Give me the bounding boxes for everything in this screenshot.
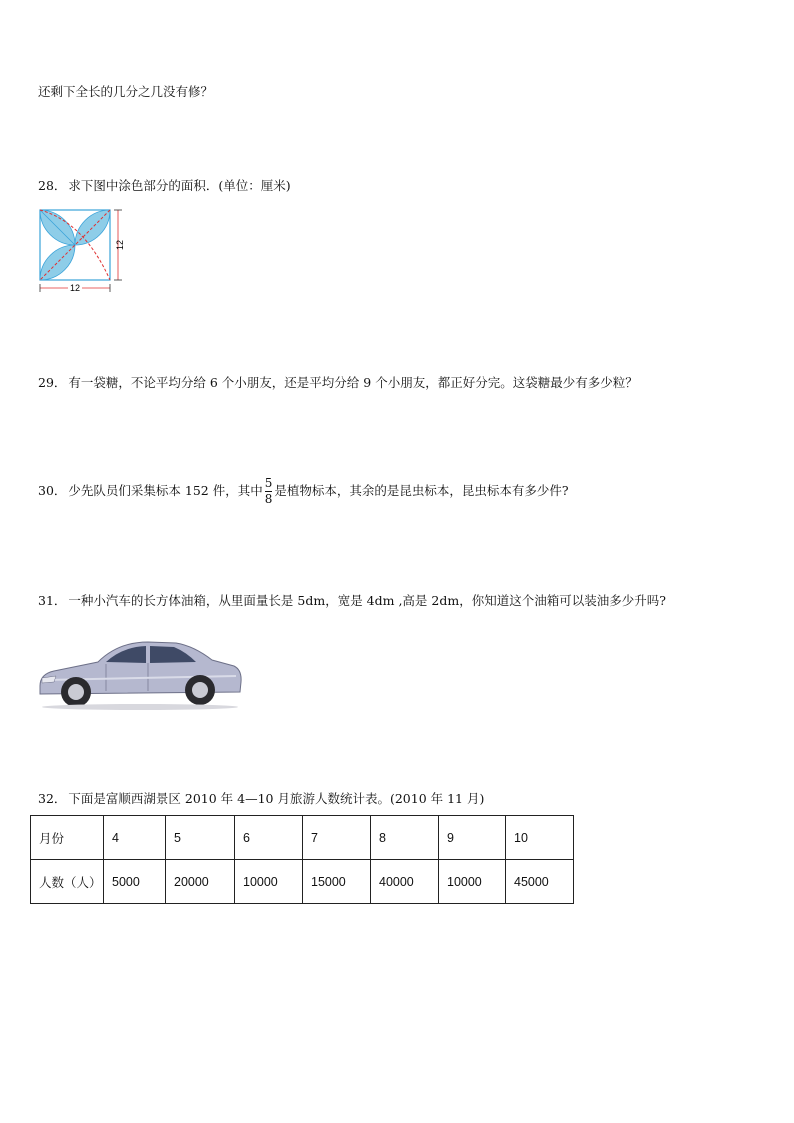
question-28-text: 求下图中涂色部分的面积．(单位：厘米)	[68, 178, 291, 193]
question-29	[38, 374, 638, 392]
table-cell: 5000	[104, 860, 166, 904]
table-row-visitors	[31, 860, 574, 904]
table-cell: 40000	[371, 860, 439, 904]
table-cell: 9	[439, 816, 506, 860]
question-32-text: 下面是富顺西湖景区 2010 年 4—10 月旅游人数统计表。(2010 年 11 月)	[68, 791, 485, 806]
shaded-area-figure	[34, 204, 134, 296]
car-illustration	[36, 636, 244, 712]
intro-line: 还剩下全长的几分之几没有修？	[38, 84, 214, 99]
question-32	[38, 790, 484, 808]
visitor-statistics-table	[30, 815, 574, 904]
table-cell: 5	[166, 816, 235, 860]
question-29-text: 有一袋糖，不论平均分给 6 个小朋友，还是平均分给 9 个小朋友，都正好分完。这袋糖最少有多少粒？	[68, 375, 638, 390]
fraction-numerator: 5	[264, 476, 273, 490]
question-28	[38, 177, 291, 195]
question-30-text-before: 少先队员们采集标本 152 件，其中	[68, 483, 263, 498]
question-30-text-after: 是植物标本，其余的是昆虫标本，昆虫标本有多少件?	[274, 483, 569, 498]
question-28-number: 28．	[38, 178, 67, 193]
table-cell: 20000	[166, 860, 235, 904]
row-label-month: 月份	[31, 816, 104, 860]
table-cell: 8	[371, 816, 439, 860]
question-31-number: 31．	[38, 593, 67, 608]
question-31	[38, 592, 666, 610]
question-30	[38, 474, 569, 508]
question-32-number: 32．	[38, 791, 67, 806]
table-cell: 15000	[303, 860, 371, 904]
table-row-months	[31, 816, 574, 860]
table-cell: 10	[506, 816, 574, 860]
table-cell: 10000	[235, 860, 303, 904]
table-cell: 7	[303, 816, 371, 860]
fraction-denominator: 8	[264, 492, 273, 506]
table-cell: 45000	[506, 860, 574, 904]
table-cell: 10000	[439, 860, 506, 904]
question-29-number: 29．	[38, 375, 67, 390]
table-cell: 4	[104, 816, 166, 860]
table-cell: 6	[235, 816, 303, 860]
question-31-text: 一种小汽车的长方体油箱，从里面量长是 5dm，宽是 4dm ,高是 2dm，你知道这个油箱可以装油多少升吗?	[68, 593, 666, 608]
row-label-visitors: 人数（人）	[31, 860, 104, 904]
question-30-number: 30．	[38, 483, 67, 498]
side-label: 12	[115, 239, 125, 251]
fraction	[265, 477, 273, 506]
bottom-label: 12	[69, 283, 81, 293]
